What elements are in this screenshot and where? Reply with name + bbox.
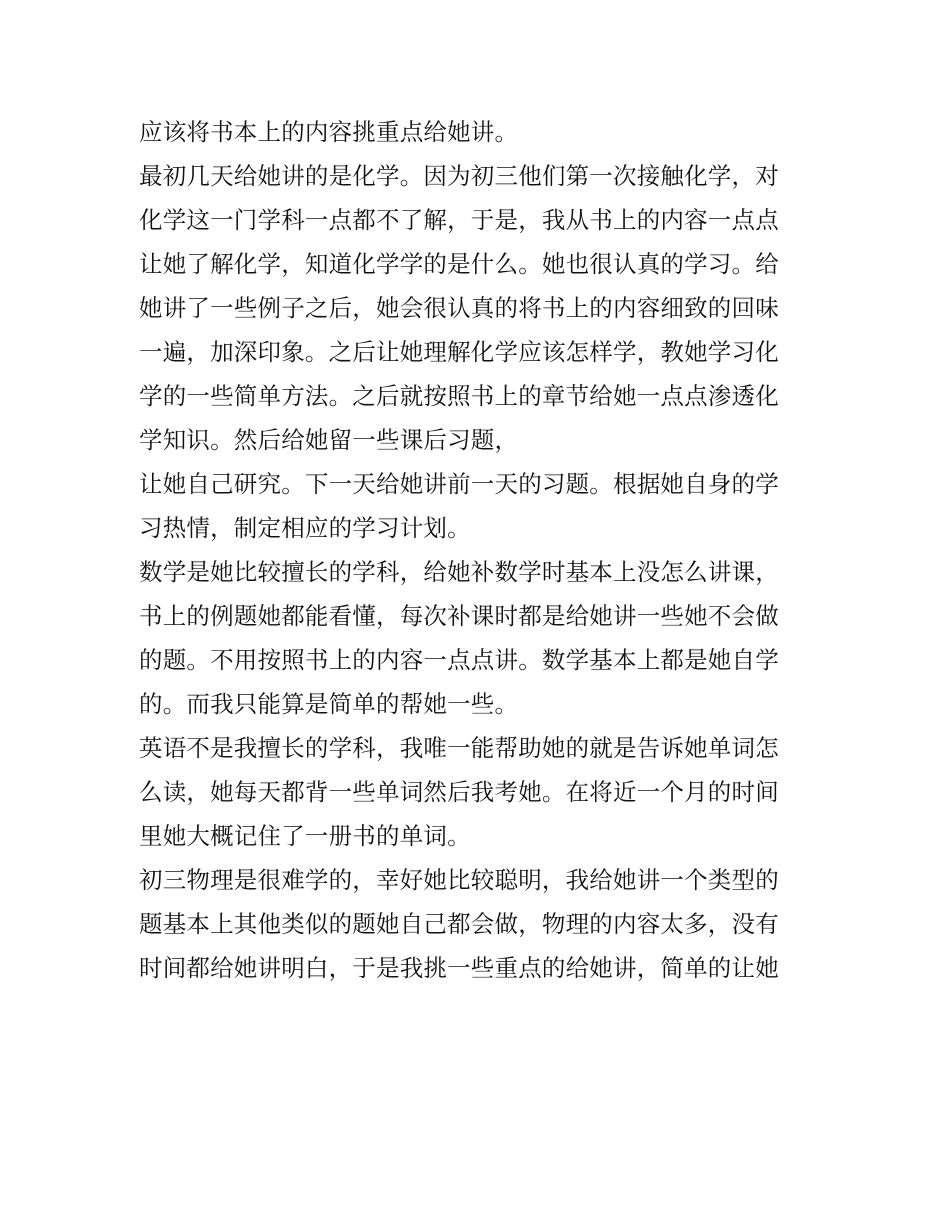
text-line: 化学这一门学科一点都不了解，于是，我从书上的内容一点点 [139, 206, 779, 234]
text-line: 学的一些简单方法。之后就按照书上的章节给她一点点渗透化 [139, 382, 779, 410]
text-line: 习热情，制定相应的学习计划。 [139, 514, 471, 542]
text-line: 英语不是我擅长的学科，我唯一能帮助她的就是告诉她单词怎 [139, 734, 779, 762]
text-line: 初三物理是很难学的，幸好她比较聪明，我给她讲一个类型的 [139, 866, 779, 894]
text-line: 学知识。然后给她留一些课后习题， [139, 426, 519, 454]
body-text [139, 110, 819, 990]
text-line: 让她了解化学，知道化学学的是什么。她也很认真的学习。给 [139, 250, 779, 278]
text-line: 她讲了一些例子之后，她会很认真的将书上的内容细致的回味 [139, 294, 779, 322]
text-line: 的题。不用按照书上的内容一点点讲。数学基本上都是她自学 [139, 646, 779, 674]
text-line: 一遍，加深印象。之后让她理解化学应该怎样学，教她学习化 [139, 338, 779, 366]
text-line: 么读，她每天都背一些单词然后我考她。在将近一个月的时间 [139, 778, 779, 806]
text-line: 最初几天给她讲的是化学。因为初三他们第一次接触化学，对 [139, 162, 779, 190]
text-line: 题基本上其他类似的题她自己都会做，物理的内容太多，没有 [139, 910, 779, 938]
text-line: 书上的例题她都能看懂，每次补课时都是给她讲一些她不会做 [139, 602, 779, 630]
text-line: 让她自己研究。下一天给她讲前一天的习题。根据她自身的学 [139, 470, 779, 498]
text-line: 数学是她比较擅长的学科，给她补数学时基本上没怎么讲课， [139, 558, 779, 586]
text-line: 时间都给她讲明白，于是我挑一些重点的给她讲，简单的让她 [139, 954, 779, 982]
text-line: 里她大概记住了一册书的单词。 [139, 822, 471, 850]
text-line: 应该将书本上的内容挑重点给她讲。 [139, 118, 519, 146]
text-line: 的。而我只能算是简单的帮她一些。 [139, 690, 519, 718]
